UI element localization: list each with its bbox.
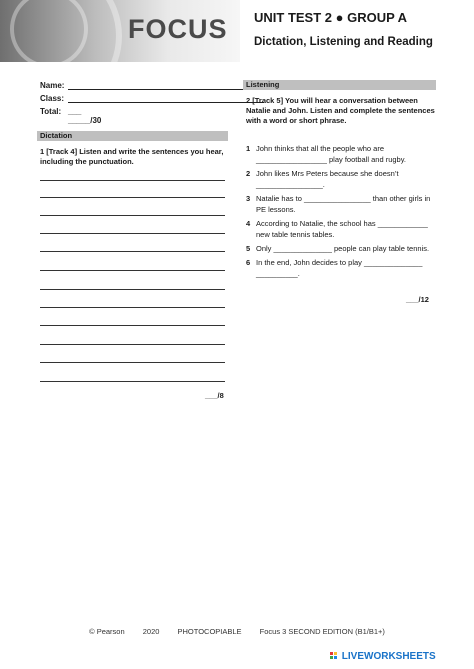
page-subtitle: Dictation, Listening and Reading [254,36,433,48]
answer-line[interactable] [40,362,225,363]
answer-line[interactable] [40,289,225,290]
focus-logo: FOCUS [128,14,228,44]
logo-icon [330,652,339,660]
name-field[interactable] [68,89,264,90]
answer-line[interactable] [40,197,225,198]
answer-line[interactable] [40,180,225,181]
item-text[interactable]: Only ______________ people can play table tennis. [256,244,430,253]
listening-instruction: 2 [Track 5] You will hear a conversation between Natalie and John. Listen and complete the sentences with a word or short phrase. [246,96,435,125]
item-number: 6 [246,258,251,267]
answer-line[interactable] [40,344,225,345]
item-number: 3 [246,194,251,203]
page-title: UNIT TEST 2 ● GROUP A [254,10,408,25]
dictation-heading: Dictation [37,131,228,141]
list-item [246,243,440,254]
list-item [246,257,440,279]
answer-line[interactable] [40,233,225,234]
answer-line[interactable] [40,215,225,216]
item-text[interactable]: Natalie has to ________________ than other girls in PE lessons. [256,194,431,214]
answer-line[interactable] [40,325,225,326]
answer-line[interactable] [40,251,225,252]
item-text[interactable]: According to Natalie, the school has ____________ new table tennis tables. [256,219,428,239]
list-item [246,168,440,190]
item-number: 2 [246,169,251,178]
listening-items [246,143,440,282]
logo-text: LIVEWORKSHEETS [341,651,436,662]
item-text[interactable]: John thinks that all the people who are _________________ play football and rugby. [256,144,406,164]
item-number: 1 [246,144,251,153]
footer-edition: Focus 3 SECOND EDITION (B1/B1+) [259,627,385,636]
decorative-ring [10,0,88,62]
total-value[interactable]: ___ _____/30 [68,107,102,125]
item-number: 5 [246,244,251,253]
list-item [246,143,440,165]
dictation-instruction: 1 [Track 4] Listen and write the sentences you hear, including the punctuation. [40,147,224,166]
answer-line[interactable] [40,270,225,271]
class-label: Class: [40,94,65,103]
answer-line[interactable] [40,381,225,382]
header-banner [0,0,240,62]
footer-photocopiable: PHOTOCOPIABLE [177,627,242,636]
listening-heading: Listening [243,80,436,90]
liveworksheets-logo [330,651,436,662]
item-text[interactable]: In the end, John decides to play ______________ __________. [256,258,423,278]
name-label: Name: [40,81,65,90]
item-text[interactable]: John likes Mrs Peters because she doesn’t ________________. [256,169,399,189]
list-item [246,218,440,240]
page-footer [0,627,474,636]
list-item [246,193,440,215]
item-number: 4 [246,219,251,228]
footer-year: 2020 [142,627,160,636]
answer-line[interactable] [40,307,225,308]
listening-score: ___/12 [406,295,429,304]
total-label: Total: [40,107,62,116]
dictation-score: ___/8 [205,391,224,400]
class-field[interactable] [68,102,264,103]
footer-copyright: © Pearson [89,627,125,636]
